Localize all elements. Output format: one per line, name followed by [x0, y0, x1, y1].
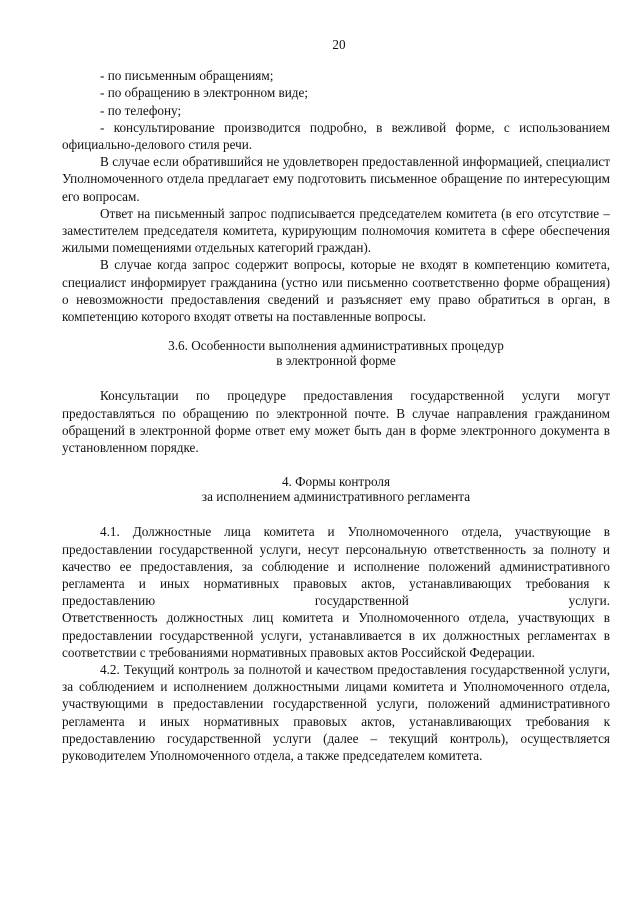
list-item-written: - по письменным обращениям; — [100, 68, 274, 84]
paragraph-unsatisfied: В случае если обратившийся не удовлетворен предоставленной информацией, специалист Уполномоченного отдела предлагает ему подготовить письменное обращение по интересующим его вопросам. — [62, 154, 610, 204]
section-3-6-heading-line1: 3.6. Особенности выполнения административных процедур — [168, 338, 504, 354]
section-4-heading-line2: за исполнением административного регламента — [201, 488, 471, 504]
list-item-phone: - по телефону; — [100, 102, 182, 118]
section-3-6-paragraph: Консультации по процедуре предоставления государственной услуги могут предоставляться по обращению по электронной почте. В случае направления гражданином обращений в электронной форме ответ ему может быть дан в форме электронного документа в установленном порядке. — [62, 388, 610, 456]
paragraph-signed-response: Ответ на письменный запрос подписывается председателем комитета (в его отсутствие – заместителем председателя комитета, курирующим полномочия комитета в сфере обеспечения жилыми помещениями отдельных категорий граждан). — [62, 205, 610, 256]
section-3-6-heading — [62, 339, 610, 368]
section-4-heading — [62, 475, 610, 504]
section-3-6-body — [62, 387, 610, 456]
paragraph-out-of-competence: В случае когда запрос содержит вопросы, которые не входят в компетенцию комитета, специалист информирует гражданина (устно или письменно соответственно форме обращения) о невозможности предоставления сведений и разъясняет ему право обратиться в орган, в компетенцию которого входят ответы на поставленные вопросы. — [62, 257, 610, 325]
section-4-body — [62, 523, 610, 764]
section-4-heading-line1: 4. Формы контроля — [281, 474, 391, 490]
page-number: 20 — [332, 37, 346, 52]
consultation-methods-block — [62, 67, 610, 325]
list-item-consulting-style: - консультирование производится подробно, в вежливой форме, с использованием официально-делового стиля речи. — [62, 119, 610, 153]
paragraph-4-1-responsibility: Ответственность должностных лиц комитета и Уполномоченного отдела, участвующих в предоставлении государственной услуги, устанавливается в их должностных регламентах в соответствии с требованиями нормативных правовых актов Российской Федерации. — [62, 610, 610, 660]
list-item-electronic: - по обращению в электронном виде; — [100, 85, 308, 101]
paragraph-4-2: 4.2. Текущий контроль за полнотой и качеством предоставления государственной услуги, за соблюдением и исполнением должностными лицами комитета и Уполномоченного отдела, участвующими в предоставлении государственной услуги, положений административного регламента и иных нормативных правовых актов, устанавливающих требования к предоставлению государственной услуги (далее – текущий контроль), осуществляется руководителем Уполномоченного отдела, а также председателем комитета. — [62, 662, 610, 764]
section-3-6-heading-line2: в электронной форме — [276, 352, 396, 368]
paragraph-4-1: 4.1. Должностные лица комитета и Уполномоченного отдела, участвующие в предоставлении государственной услуги, несут персональную ответственность за полноту и качество ее предоставления, за соблюдение и исполнение положений административного регламента и иных нормативных правовых актов, устанавливающих требования к предоставлению государственной услуги. — [62, 524, 610, 609]
